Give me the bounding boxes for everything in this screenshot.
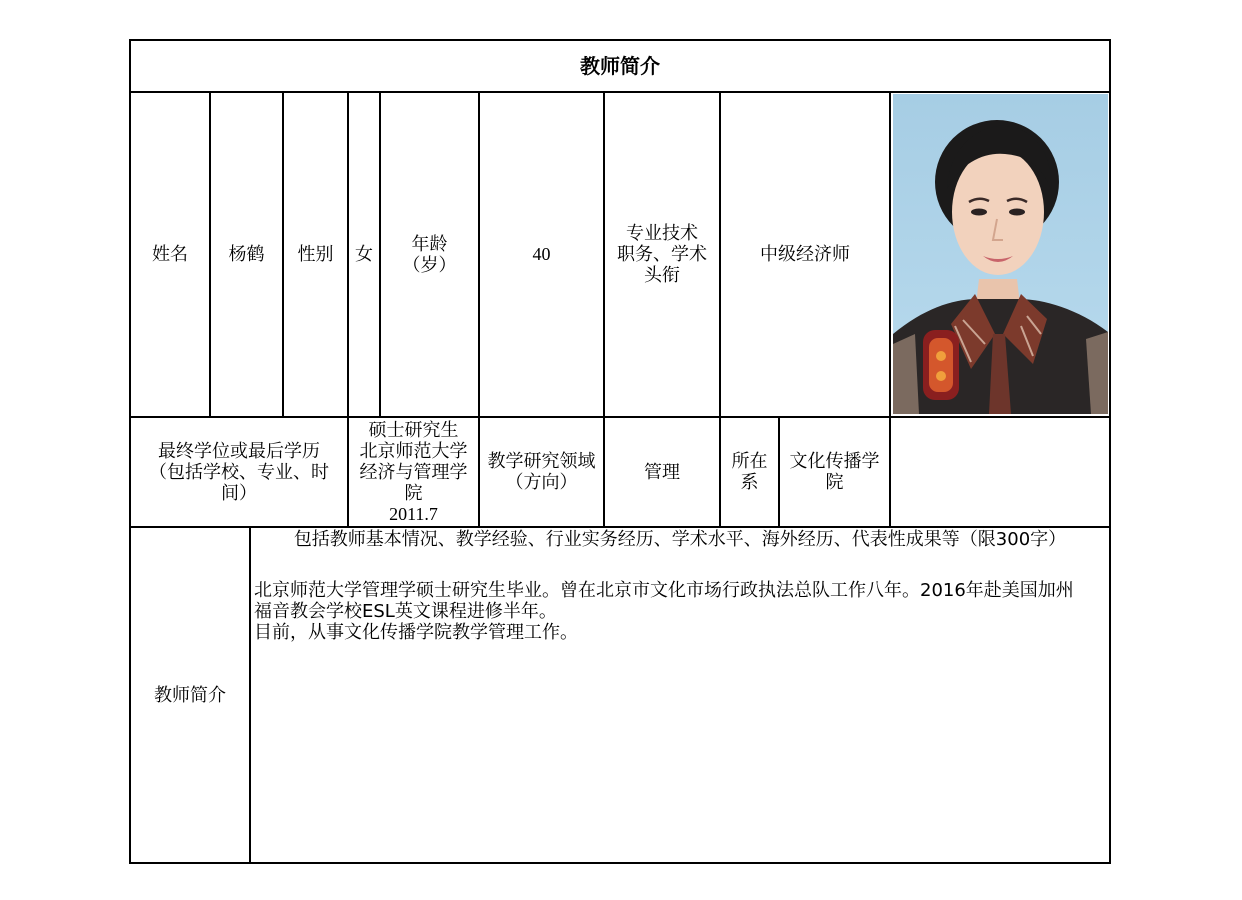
divider xyxy=(129,526,1111,528)
bio-text xyxy=(254,580,1106,643)
divider xyxy=(889,417,891,527)
age-value: 40 xyxy=(532,244,551,264)
research-field-value: 管理 xyxy=(644,461,680,483)
age-label xyxy=(381,93,478,416)
degree-value-line: 2011.7 xyxy=(389,503,438,524)
portrait-photo xyxy=(893,94,1108,414)
degree-label xyxy=(131,418,347,526)
degree-value-line: 经济与管理学 xyxy=(359,461,468,483)
age-label-line: （岁） xyxy=(402,254,457,276)
name-label: 姓名 xyxy=(152,244,188,265)
department-label-line: 所在 xyxy=(731,451,768,472)
degree-label-line: 最终学位或最后学历 xyxy=(158,440,320,462)
department-label-line: 系 xyxy=(740,472,759,493)
degree-label-line: 间） xyxy=(221,482,257,504)
department-value xyxy=(780,418,889,526)
gender-label: 性别 xyxy=(297,244,334,265)
bio-label: 教师简介 xyxy=(154,684,226,706)
professional-title-label-line: 头衔 xyxy=(644,265,680,286)
professional-title-value: 中级经济师 xyxy=(760,244,850,265)
name-value: 杨鹤 xyxy=(228,244,265,265)
research-field-label-line: 教学研究领域 xyxy=(487,451,596,472)
divider xyxy=(889,92,891,417)
bio-line: 目前，从事文化传播学院教学管理工作。 xyxy=(254,622,578,643)
bio-line: 福音教会学校ESL英文课程进修半年。 xyxy=(254,601,557,622)
professional-title-label-line: 专业技术 xyxy=(626,223,698,244)
degree-label-line: （包括学校、专业、时 xyxy=(149,461,329,483)
professional-title-label-line: 职务、学术 xyxy=(617,244,707,265)
department-value-line: 院 xyxy=(825,472,844,493)
department-label xyxy=(721,418,778,526)
degree-value-line: 硕士研究生 xyxy=(368,419,459,441)
degree-value xyxy=(349,418,478,526)
research-field-label xyxy=(480,418,603,526)
professional-title-label xyxy=(605,93,719,416)
degree-value-line: 院 xyxy=(404,482,423,504)
page-title: 教师简介 xyxy=(580,53,660,78)
bio-line: 北京师范大学管理学硕士研究生毕业。曾在北京市文化市场行政执法总队工作八年。2016年赴美国加州 xyxy=(254,580,1074,601)
age-label-line: 年龄 xyxy=(411,233,448,255)
research-field-label-line: （方向） xyxy=(505,472,578,493)
divider xyxy=(249,527,251,863)
gender-value: 女 xyxy=(355,244,373,265)
department-value-line: 文化传播学 xyxy=(789,451,880,472)
degree-value-line: 北京师范大学 xyxy=(359,440,468,462)
bio-instruction: 包括教师基本情况、教学经验、行业实务经历、学术水平、海外经历、代表性成果等（限300字） xyxy=(293,529,1067,550)
